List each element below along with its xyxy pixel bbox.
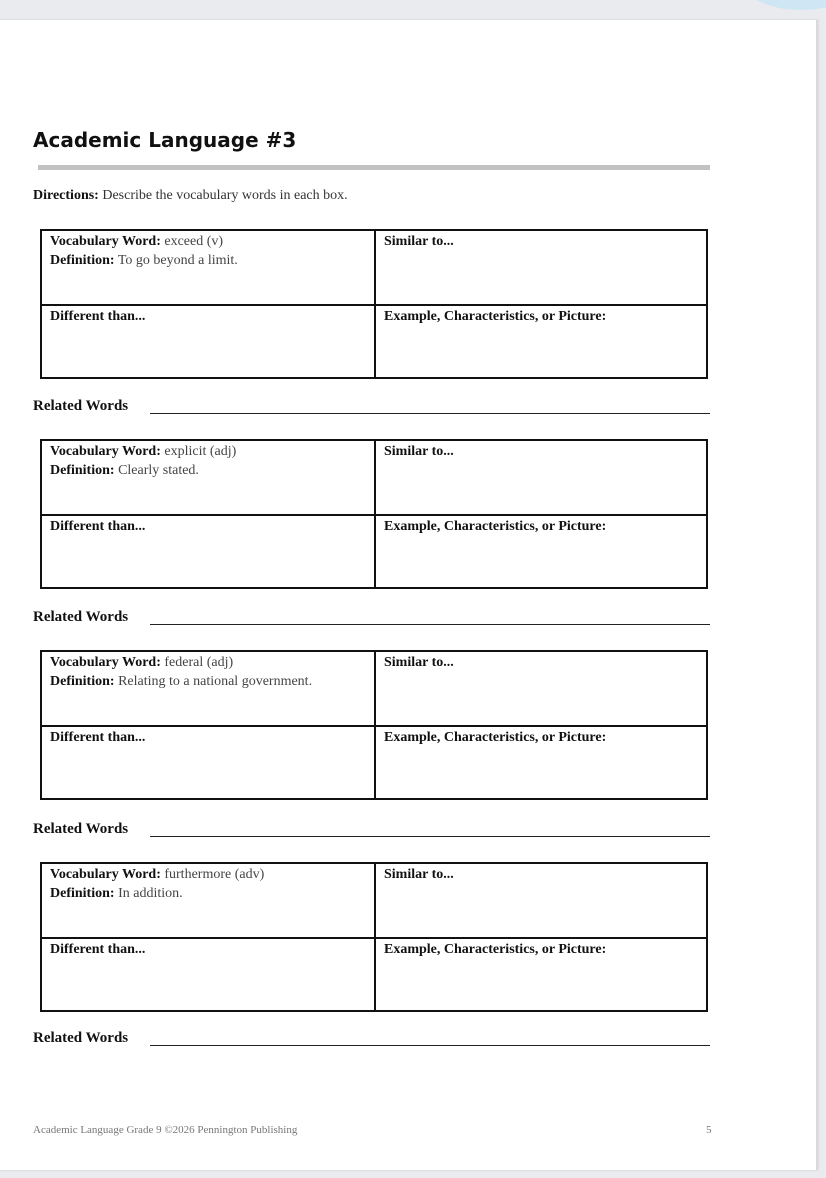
vocab-box-2 — [40, 439, 708, 589]
similar-cell[interactable] — [376, 864, 706, 939]
different-label: Different than... — [50, 519, 146, 534]
example-cell[interactable] — [376, 516, 706, 587]
different-cell[interactable] — [42, 516, 376, 587]
vocab-word-cell — [42, 652, 376, 727]
definition-label: Definition: — [50, 253, 115, 268]
definition-label: Definition: — [50, 463, 115, 478]
similar-label: Similar to... — [384, 444, 454, 459]
related-words-line-4[interactable] — [150, 1045, 710, 1046]
related-words-label-2: Related Words — [33, 609, 129, 625]
example-cell[interactable] — [376, 939, 706, 1010]
related-words-line-1[interactable] — [150, 413, 710, 414]
definition-value: Clearly stated. — [118, 463, 199, 478]
page-number: 5 — [706, 1124, 712, 1136]
related-words-label-1: Related Words — [33, 398, 129, 414]
vocab-word-cell — [42, 441, 376, 516]
corner-decoration — [746, 0, 826, 10]
vocab-word-label: Vocabulary Word: — [50, 655, 161, 670]
page-title: Academic Language #3 — [33, 128, 297, 152]
worksheet-page — [0, 20, 818, 1170]
similar-cell[interactable] — [376, 652, 706, 727]
vocab-word-label: Vocabulary Word: — [50, 444, 161, 459]
definition-value: Relating to a national government. — [118, 674, 313, 689]
vocab-word-cell — [42, 231, 376, 306]
definition-label: Definition: — [50, 674, 115, 689]
different-label: Different than... — [50, 309, 146, 324]
different-cell[interactable] — [42, 727, 376, 798]
vocab-box-1 — [40, 229, 708, 379]
example-label: Example, Characteristics, or Picture: — [384, 309, 607, 324]
directions — [33, 188, 348, 204]
example-cell[interactable] — [376, 306, 706, 377]
directions-text: Describe the vocabulary words in each box. — [102, 188, 348, 203]
vocab-word-label: Vocabulary Word: — [50, 234, 161, 249]
related-words-label-4: Related Words — [33, 1030, 129, 1046]
footer-text: Academic Language Grade 9 ©2026 Pennington Publishing — [33, 1124, 298, 1136]
similar-cell[interactable] — [376, 231, 706, 306]
directions-label: Directions: — [33, 188, 99, 203]
similar-cell[interactable] — [376, 441, 706, 516]
example-label: Example, Characteristics, or Picture: — [384, 730, 607, 745]
different-cell[interactable] — [42, 939, 376, 1010]
similar-label: Similar to... — [384, 234, 454, 249]
example-cell[interactable] — [376, 727, 706, 798]
different-label: Different than... — [50, 942, 146, 957]
vocab-word-value: explicit (adj) — [164, 444, 237, 459]
related-words-line-2[interactable] — [150, 624, 710, 625]
vocab-word-value: exceed (v) — [164, 234, 224, 249]
title-divider — [38, 165, 710, 170]
vocab-box-4 — [40, 862, 708, 1012]
example-label: Example, Characteristics, or Picture: — [384, 942, 607, 957]
similar-label: Similar to... — [384, 867, 454, 882]
similar-label: Similar to... — [384, 655, 454, 670]
definition-label: Definition: — [50, 886, 115, 901]
vocab-box-3 — [40, 650, 708, 800]
different-label: Different than... — [50, 730, 146, 745]
related-words-label-3: Related Words — [33, 821, 129, 837]
related-words-line-3[interactable] — [150, 836, 710, 837]
vocab-word-label: Vocabulary Word: — [50, 867, 161, 882]
vocab-word-value: furthermore (adv) — [164, 867, 265, 882]
different-cell[interactable] — [42, 306, 376, 377]
definition-value: To go beyond a limit. — [117, 253, 238, 268]
example-label: Example, Characteristics, or Picture: — [384, 519, 607, 534]
definition-value: In addition. — [118, 886, 183, 901]
vocab-word-value: federal (adj) — [164, 655, 234, 670]
vocab-word-cell — [42, 864, 376, 939]
